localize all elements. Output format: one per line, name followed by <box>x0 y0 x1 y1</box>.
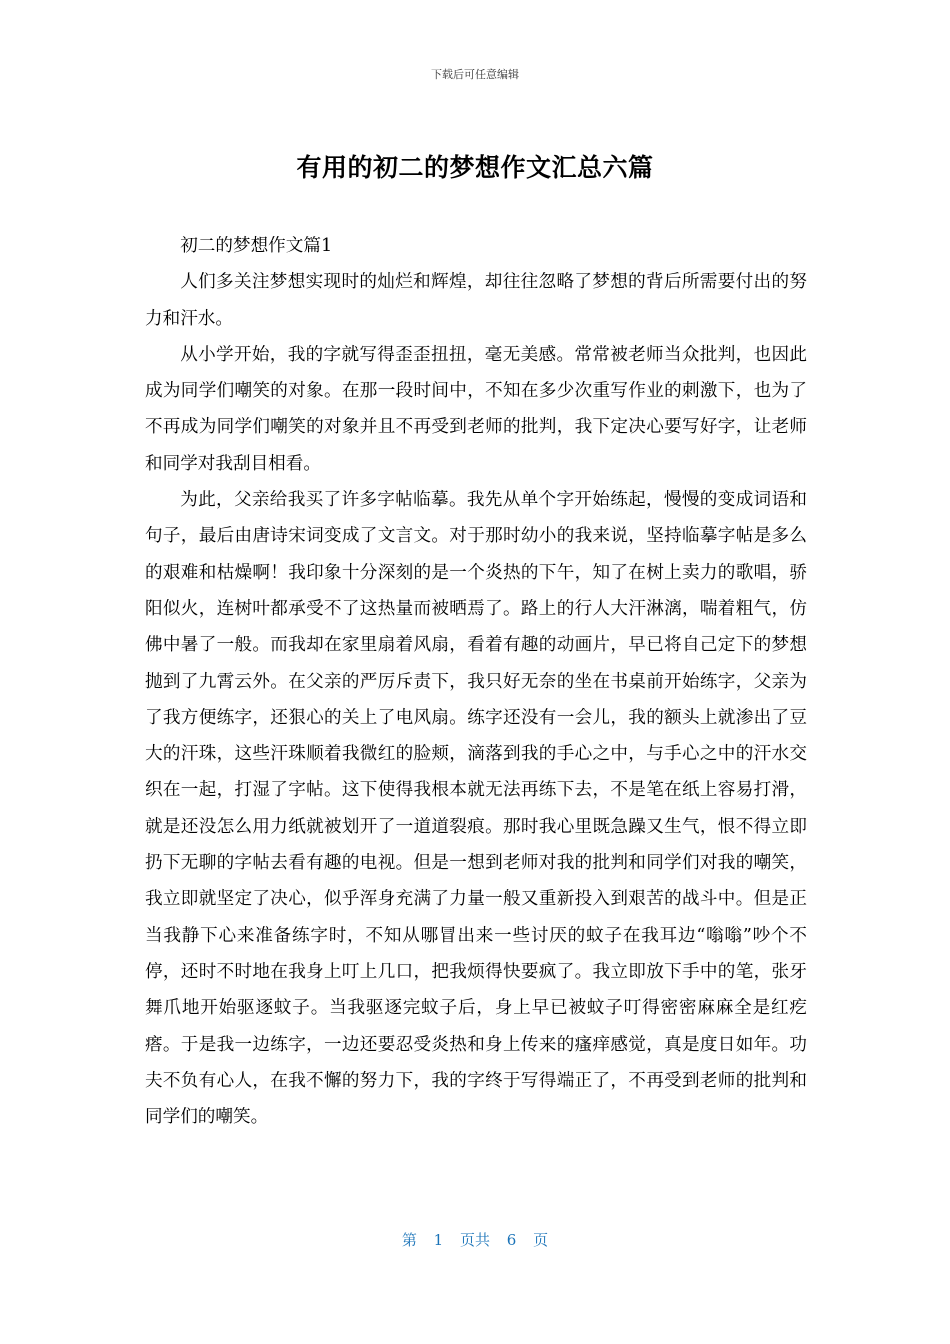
page-footer <box>0 1229 950 1250</box>
paragraph: 人们多关注梦想实现时的灿烂和辉煌，却往往忽略了梦想的背后所需要付出的努力和汗水。 <box>145 272 807 329</box>
footer-page-number: 1 <box>433 1231 444 1249</box>
footer-end-label: 页 <box>533 1231 549 1249</box>
document-title: 有用的初二的梦想作文汇总六篇 <box>296 153 654 182</box>
header-note: 下载后可任意编辑 <box>431 68 519 81</box>
footer-middle-label: 页共 <box>459 1231 490 1249</box>
paragraph: 为此，父亲给我买了许多字帖临摹。我先从单个字开始练起，慢慢的变成词语和句子，最后由唐诗宋词变成了文言文。对于那时幼小的我来说，坚持临摹字帖是多么的艰难和枯燥啊！我印象十分深刻的是一个炎热的下午，知了在树上卖力的歌唱，骄阳似火，连树叶都承受不了这热量而被晒焉了。路上的行人大汗淋漓，喘着粗气，仿佛中暑了一般。而我却在家里扇着风扇，看着有趣的动画片，早已将自己定下的梦想抛到了九霄云外。在父亲的严厉斥责下，我只好无奈的坐在书桌前开始练字，父亲为了我方便练字，还狠心的关上了电风扇。练字还没有一会儿，我的额头上就渗出了豆大的汗珠，这些汗珠顺着我微红的脸颊，滴落到我的手心之中，与手心之中的汗水交织在一起，打湿了字帖。这下使得我根本就无法再练下去，不是笔在纸上容易打滑，就是还没怎么用力纸就被划开了一道道裂痕。那时我心里既急躁又生气，恨不得立即扔下无聊的字帖去看有趣的电视。但是一想到老师对我的批判和同学们对我的嘲笑，我立即就坚定了决心，似乎浑身充满了力量一般又重新投入到艰苦的战斗中。但是正当我静下心来准备练字时，不知从哪冒出来一些讨厌的蚊子在我耳边“嗡嗡”吵个不停，还时不时地在我身上叮上几口，把我烦得快要疯了。我立即放下手中的笔，张牙舞爪地开始驱逐蚊子。当我驱逐完蚊子后，身上早已被蚊子叮得密密麻麻全是红疙瘩。于是我一边练字，一边还要忍受炎热和身上传来的瘙痒感觉，真是度日如年。功夫不负有心人，在我不懈的努力下，我的字终于写得端正了，不再受到老师的批判和同学们的嘲笑。 <box>145 490 807 1128</box>
document-body <box>145 228 807 1135</box>
section-heading: 初二的梦想作文篇1 <box>180 236 333 256</box>
paragraph: 从小学开始，我的字就写得歪歪扭扭，毫无美感。常常被老师当众批判，也因此成为同学们嘲笑的对象。在那一段时间中，不知在多少次重写作业的刺激下，也为了不再成为同学们嘲笑的对象并且不再受到老师的批判，我下定决心要写好字，让老师和同学对我刮目相看。 <box>145 344 807 474</box>
footer-page-label: 第 <box>401 1231 417 1249</box>
footer-total-pages: 6 <box>506 1231 517 1249</box>
